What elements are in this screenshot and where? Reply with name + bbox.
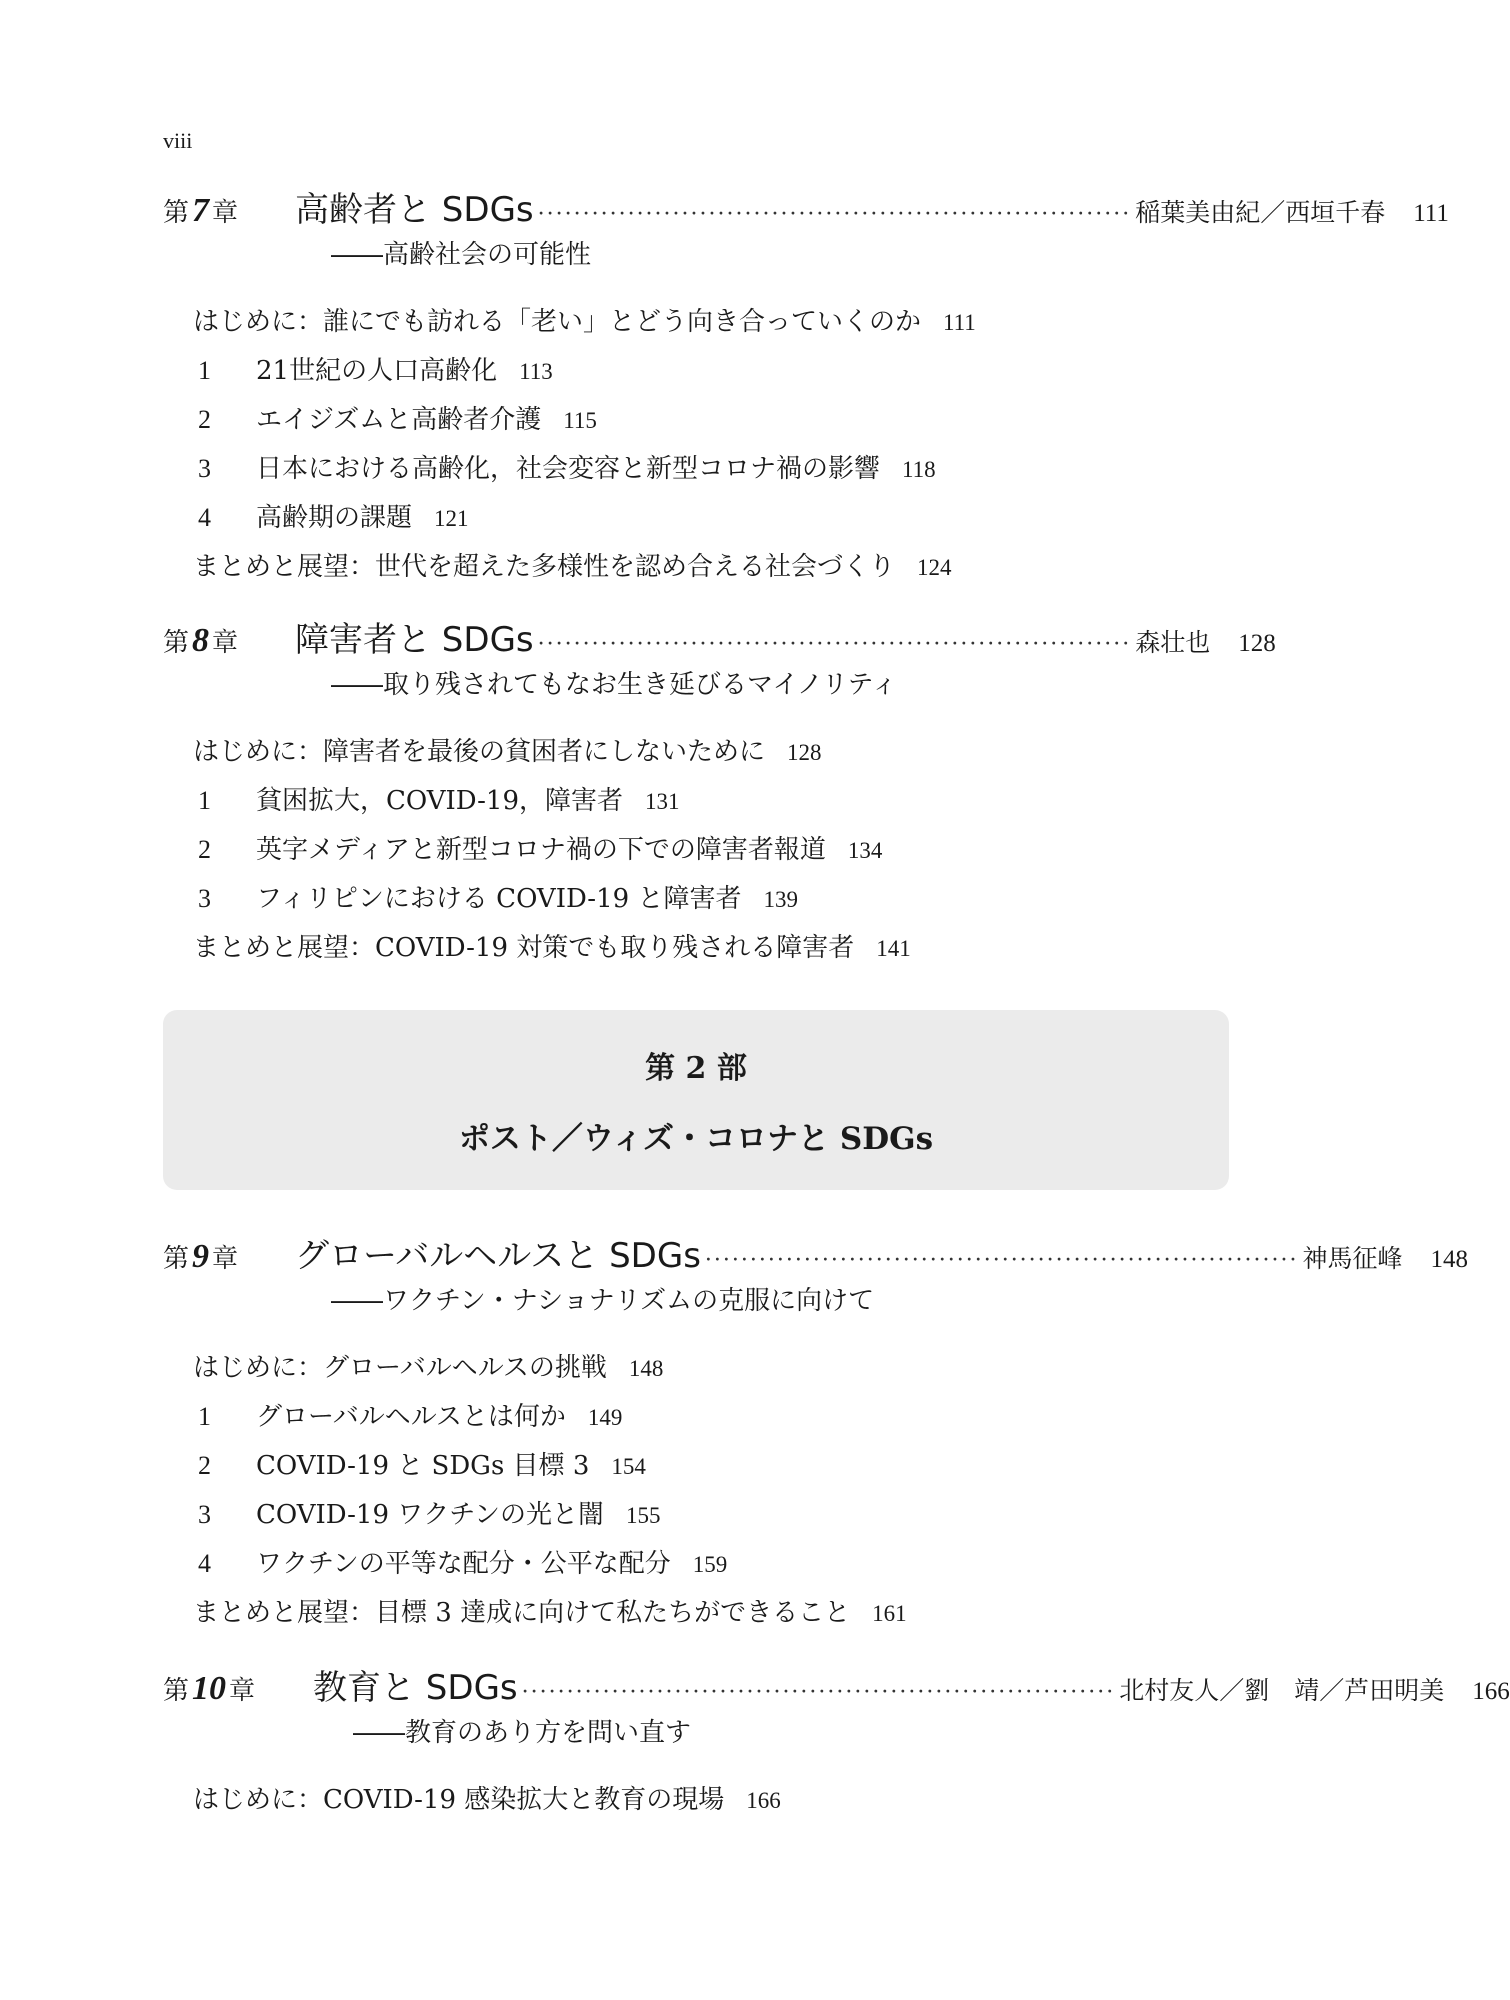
chapter-page: 111: [1413, 200, 1449, 227]
chapter-title: 高齢者と SDGs: [295, 190, 534, 230]
toc-entry: 2 エイジズムと高齢者介護 115: [198, 405, 597, 435]
chapter-author: 森壮也: [1135, 628, 1211, 657]
chapter-label: 第10 章: [163, 1670, 256, 1707]
leader-dots: ··································································: [704, 1248, 1299, 1273]
part-title: ポスト／ウィズ・コロナと SDGs: [458, 1120, 934, 1157]
chapter-page: 128: [1238, 630, 1276, 657]
leader-dots: ··································································: [521, 1680, 1116, 1705]
chapter-label: 第7 章: [163, 192, 239, 229]
chapter-subtitle: ――ワクチン・ナショナリズムの克服に向けて: [331, 1286, 875, 1316]
chapter-subtitle: ――教育のあり方を問い直す: [353, 1718, 692, 1748]
chapter-page: 148: [1430, 1246, 1468, 1273]
chapter-title: 教育と SDGs: [313, 1668, 518, 1708]
leader-dots: ··································································: [537, 202, 1132, 227]
chapter-subtitle: ――取り残されてもなお生き延びるマイノリティ: [331, 670, 898, 700]
chapter-title: グローバルヘルスと SDGs: [295, 1236, 701, 1276]
chapter-heading: [163, 1660, 1510, 1708]
toc-entry: 3 フィリピンにおける COVID-19 と障害者 139: [198, 884, 798, 914]
entry-list: [163, 731, 1229, 976]
toc-entry: 4 高齢期の課題 121: [198, 503, 469, 533]
chapter-9: [163, 1228, 1468, 1641]
toc-entry: はじめに：障害者を最後の貧困者にしないために 128: [193, 737, 822, 767]
toc-entry: 1 貧困拡大，COVID-19，障害者 131: [198, 786, 680, 816]
toc-entry: まとめと展望：目標 3 達成に向けて私たちができること 161: [193, 1598, 907, 1628]
chapter-heading: [163, 612, 1276, 660]
toc-entry: 1 グローバルヘルスとは何か 149: [198, 1402, 623, 1432]
chapter-subtitle: ――高齢社会の可能性: [331, 240, 592, 270]
chapter-heading: [163, 182, 1449, 230]
toc-entry: 2 英字メディアと新型コロナ禍の下での障害者報道 134: [198, 835, 883, 865]
chapter-page: 166: [1472, 1678, 1510, 1705]
entry-list: [163, 1347, 1229, 1641]
leader-dots: ··································································: [537, 632, 1132, 657]
toc-entry: 2 COVID-19 と SDGs 目標 3 154: [198, 1451, 646, 1481]
chapter-7: [163, 182, 1449, 595]
part-divider: [163, 1010, 1229, 1190]
chapter-label: 第9 章: [163, 1238, 239, 1275]
chapter-title: 障害者と SDGs: [295, 620, 534, 660]
chapter-heading: [163, 1228, 1468, 1276]
toc-entry: 1 21世紀の人口高齢化 113: [198, 356, 553, 386]
chapter-10: [163, 1660, 1510, 1828]
toc-entry: まとめと展望：COVID-19 対策でも取り残される障害者 141: [193, 933, 911, 963]
toc-entry: 3 COVID-19 ワクチンの光と闇 155: [198, 1500, 661, 1530]
chapter-8: [163, 612, 1276, 976]
page-number: viii: [163, 128, 193, 153]
chapter-author: 神馬征峰: [1302, 1244, 1403, 1273]
chapter-author: 稲葉美由紀／西垣千春: [1135, 198, 1386, 227]
chapter-label: 第8 章: [163, 622, 239, 659]
chapter-author: 北村友人／劉 靖／芦田明美: [1119, 1676, 1445, 1705]
entry-list: [163, 1779, 1229, 1828]
toc-entry: はじめに：COVID-19 感染拡大と教育の現場 166: [193, 1785, 781, 1815]
toc-entry: はじめに：誰にでも訪れる「老い」とどう向き合っていくのか 111: [193, 307, 976, 337]
toc-entry: はじめに：グローバルヘルスの挑戦 148: [193, 1353, 664, 1383]
toc-entry: まとめと展望：世代を超えた多様性を認め合える社会づくり 124: [193, 552, 952, 582]
entry-list: [163, 301, 1229, 595]
toc-entry: 3 日本における高齢化，社会変容と新型コロナ禍の影響 118: [198, 454, 936, 484]
toc-entry: 4 ワクチンの平等な配分・公平な配分 159: [198, 1549, 728, 1579]
part-number: 第 2 部: [645, 1050, 747, 1086]
